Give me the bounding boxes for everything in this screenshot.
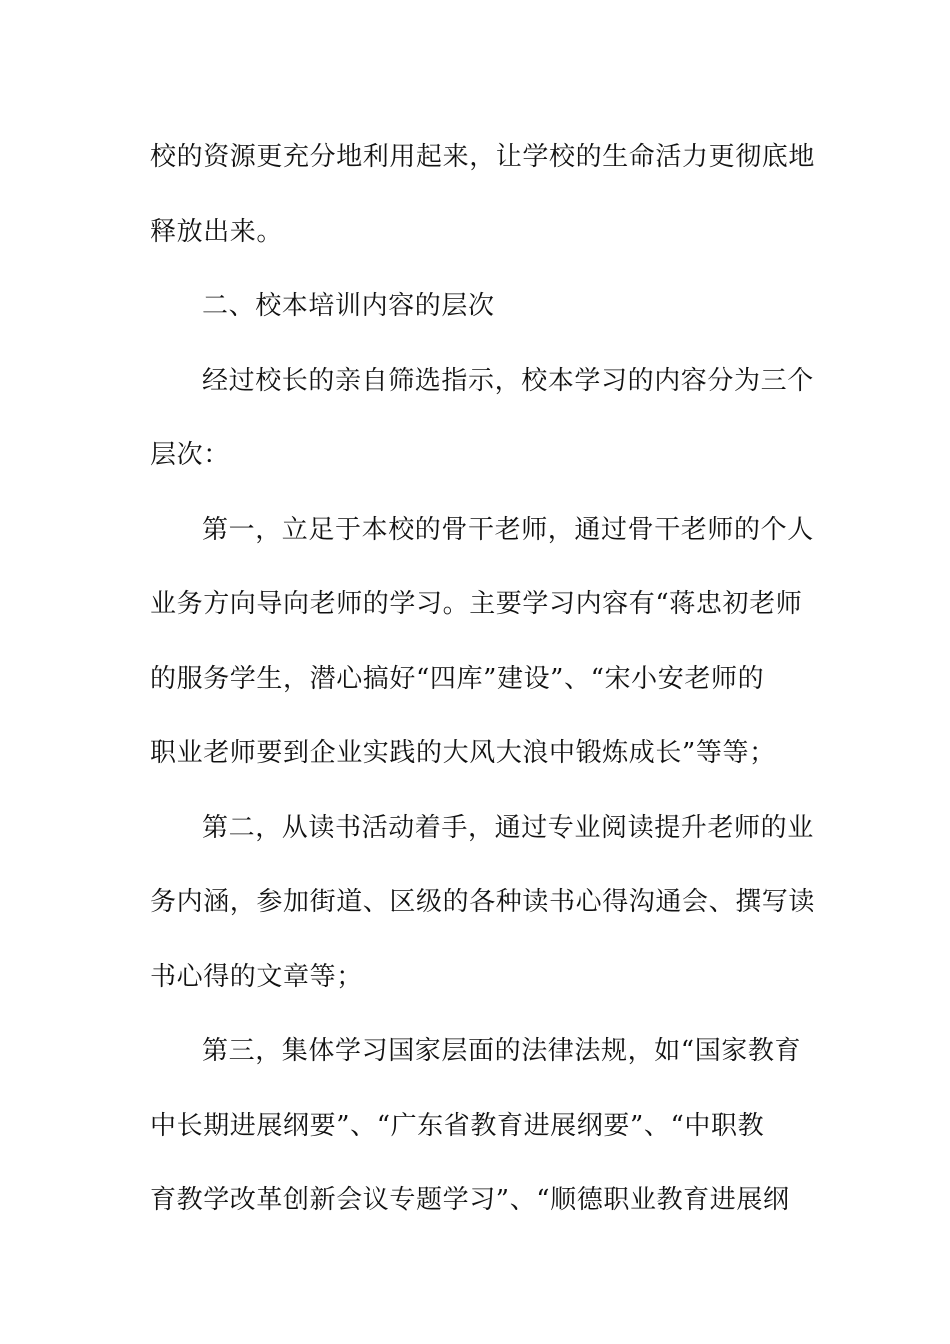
text-line: 经过校长的亲自筛选指示，校本学习的内容分为三个 bbox=[202, 365, 814, 396]
text-line: 中长期进展纲要”、“广东省教育进展纲要”、“中职教 bbox=[150, 1110, 765, 1141]
section-heading: 二、校本培训内容的层次 bbox=[202, 291, 495, 321]
document-body bbox=[150, 120, 816, 1238]
text-line: 业务方向导向老师的学习。主要学习内容有“蒋忠初老师 bbox=[150, 589, 803, 619]
text-line: 书心得的文章等； bbox=[150, 961, 363, 992]
text-line: 的服务学生，潜心搞好“四库”建设”、“宋小安老师的 bbox=[150, 663, 765, 694]
text-line: 务内涵，参加街道、区级的各种读书心得沟通会、撰写读 bbox=[150, 887, 816, 917]
text-line: 职业老师要到企业实践的大风大浪中锻炼成长”等等； bbox=[150, 738, 776, 768]
text-line: 校的资源更充分地利用起来，让学校的生命活力更彻底地 bbox=[150, 142, 816, 172]
text-line: 第一，立足于本校的骨干老师，通过骨干老师的个人 bbox=[202, 514, 814, 545]
text-line: 育教学改革创新会议专题学习”、“顺德职业教育进展纲 bbox=[150, 1185, 790, 1215]
text-line: 第二，从读书活动着手，通过专业阅读提升老师的业 bbox=[202, 812, 814, 843]
text-line: 层次： bbox=[150, 440, 230, 470]
text-line: 第三，集体学习国家层面的法律法规，如“国家教育 bbox=[202, 1036, 802, 1066]
text-line: 释放出来。 bbox=[150, 216, 284, 247]
